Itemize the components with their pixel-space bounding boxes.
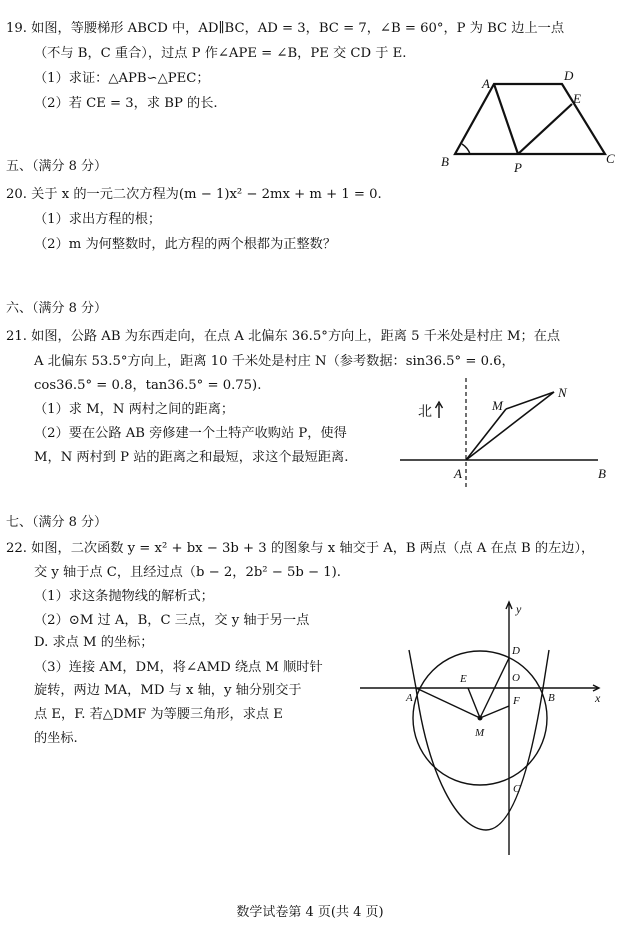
label-N: N [558, 385, 567, 400]
q21-line3: cos36.5° = 0.8，tan36.5° = 0.75). [34, 378, 262, 393]
label-A: A [482, 76, 490, 91]
label-A: A [454, 466, 462, 481]
q21-line1: 21. 如图，公路 AB 为东西走向，在点 A 北偏东 36.5°方向上，距离 5 千米处是村庄 M；在点 [6, 329, 561, 344]
section-7-header: 七、（满分 8 分） [6, 515, 108, 530]
label-y: y [516, 602, 522, 616]
q20-part2: （2）m 为何整数时，此方程的两个根都为正整数？ [34, 237, 337, 252]
label-north: 北 [418, 405, 432, 420]
q19-part2: （2）若 CE = 3，求 BP 的长. [34, 96, 218, 111]
q21-part1: （1）求 M，N 两村之间的距离； [34, 402, 235, 417]
q19-line2: （不与 B，C 重合），过点 P 作∠APE = ∠B，PE 交 CD 于 E. [34, 46, 407, 61]
q21-line2: A 北偏东 53.5°方向上，距离 10 千米处是村庄 N（参考数据：sin36.5° = 0.6， [34, 354, 515, 369]
q22-part2b: D. 求点 M 的坐标； [34, 635, 154, 650]
page-footer: 数学试卷第 4 页(共 4 页) [236, 905, 384, 920]
q19-part1: （1）求证：△APB∽△PEC； [34, 71, 210, 86]
q21-part2a: （2）要在公路 AB 旁修建一个土特产收购站 P，使得 [34, 426, 347, 441]
section-5-header: 五、（满分 8 分） [6, 159, 108, 174]
label-C: C [606, 151, 615, 166]
label-O: O [512, 672, 520, 684]
q22-line1: 22. 如图，二次函数 y = x² + bx − 3b + 3 的图象与 x 轴交于 A，B 两点（点 A 在点 B 的左边）， [6, 541, 595, 556]
label-E: E [460, 673, 467, 685]
q22-part3d: 的坐标. [34, 731, 78, 746]
label-C: C [513, 783, 521, 795]
label-B: B [598, 466, 606, 481]
label-D: D [564, 68, 574, 83]
q22-part3a: （3）连接 AM，DM，将∠AMD 绕点 M 顺时针 [34, 660, 323, 675]
q22-part3c: 点 E，F. 若△DMF 为等腰三角形，求点 E [34, 707, 283, 722]
label-x: x [595, 691, 601, 705]
label-D: D [512, 645, 520, 657]
label-B: B [548, 692, 555, 704]
label-F: F [513, 695, 520, 707]
q22-part2a: （2）⊙M 过 A，B，C 三点，交 y 轴于另一点 [34, 613, 310, 628]
label-B: B [441, 154, 449, 169]
q22-part1: （1）求这条抛物线的解析式； [34, 589, 214, 604]
q20-part1: （1）求出方程的根； [34, 212, 162, 227]
q22-part3b: 旋转，两边 MA，MD 与 x 轴，y 轴分别交于 [34, 683, 302, 698]
label-M: M [492, 398, 503, 413]
q22-line2: 交 y 轴于点 C，且经过点（b − 2，2b² − 5b − 1). [34, 565, 341, 580]
q20-line1: 20. 关于 x 的一元二次方程为(m − 1)x² − 2mx + m + 1 = 0. [6, 187, 382, 202]
label-P: P [514, 160, 522, 175]
q19-line1: 19. 如图，等腰梯形 ABCD 中，AD∥BC，AD = 3，BC = 7，∠B = 60°，P 为 BC 边上一点 [6, 21, 565, 36]
label-E: E [573, 91, 581, 106]
label-A: A [406, 692, 413, 704]
label-M: M [475, 727, 485, 739]
section-6-header: 六、（满分 8 分） [6, 301, 108, 316]
q21-part2b: M，N 两村到 P 站的距离之和最短，求这个最短距离. [34, 450, 349, 465]
